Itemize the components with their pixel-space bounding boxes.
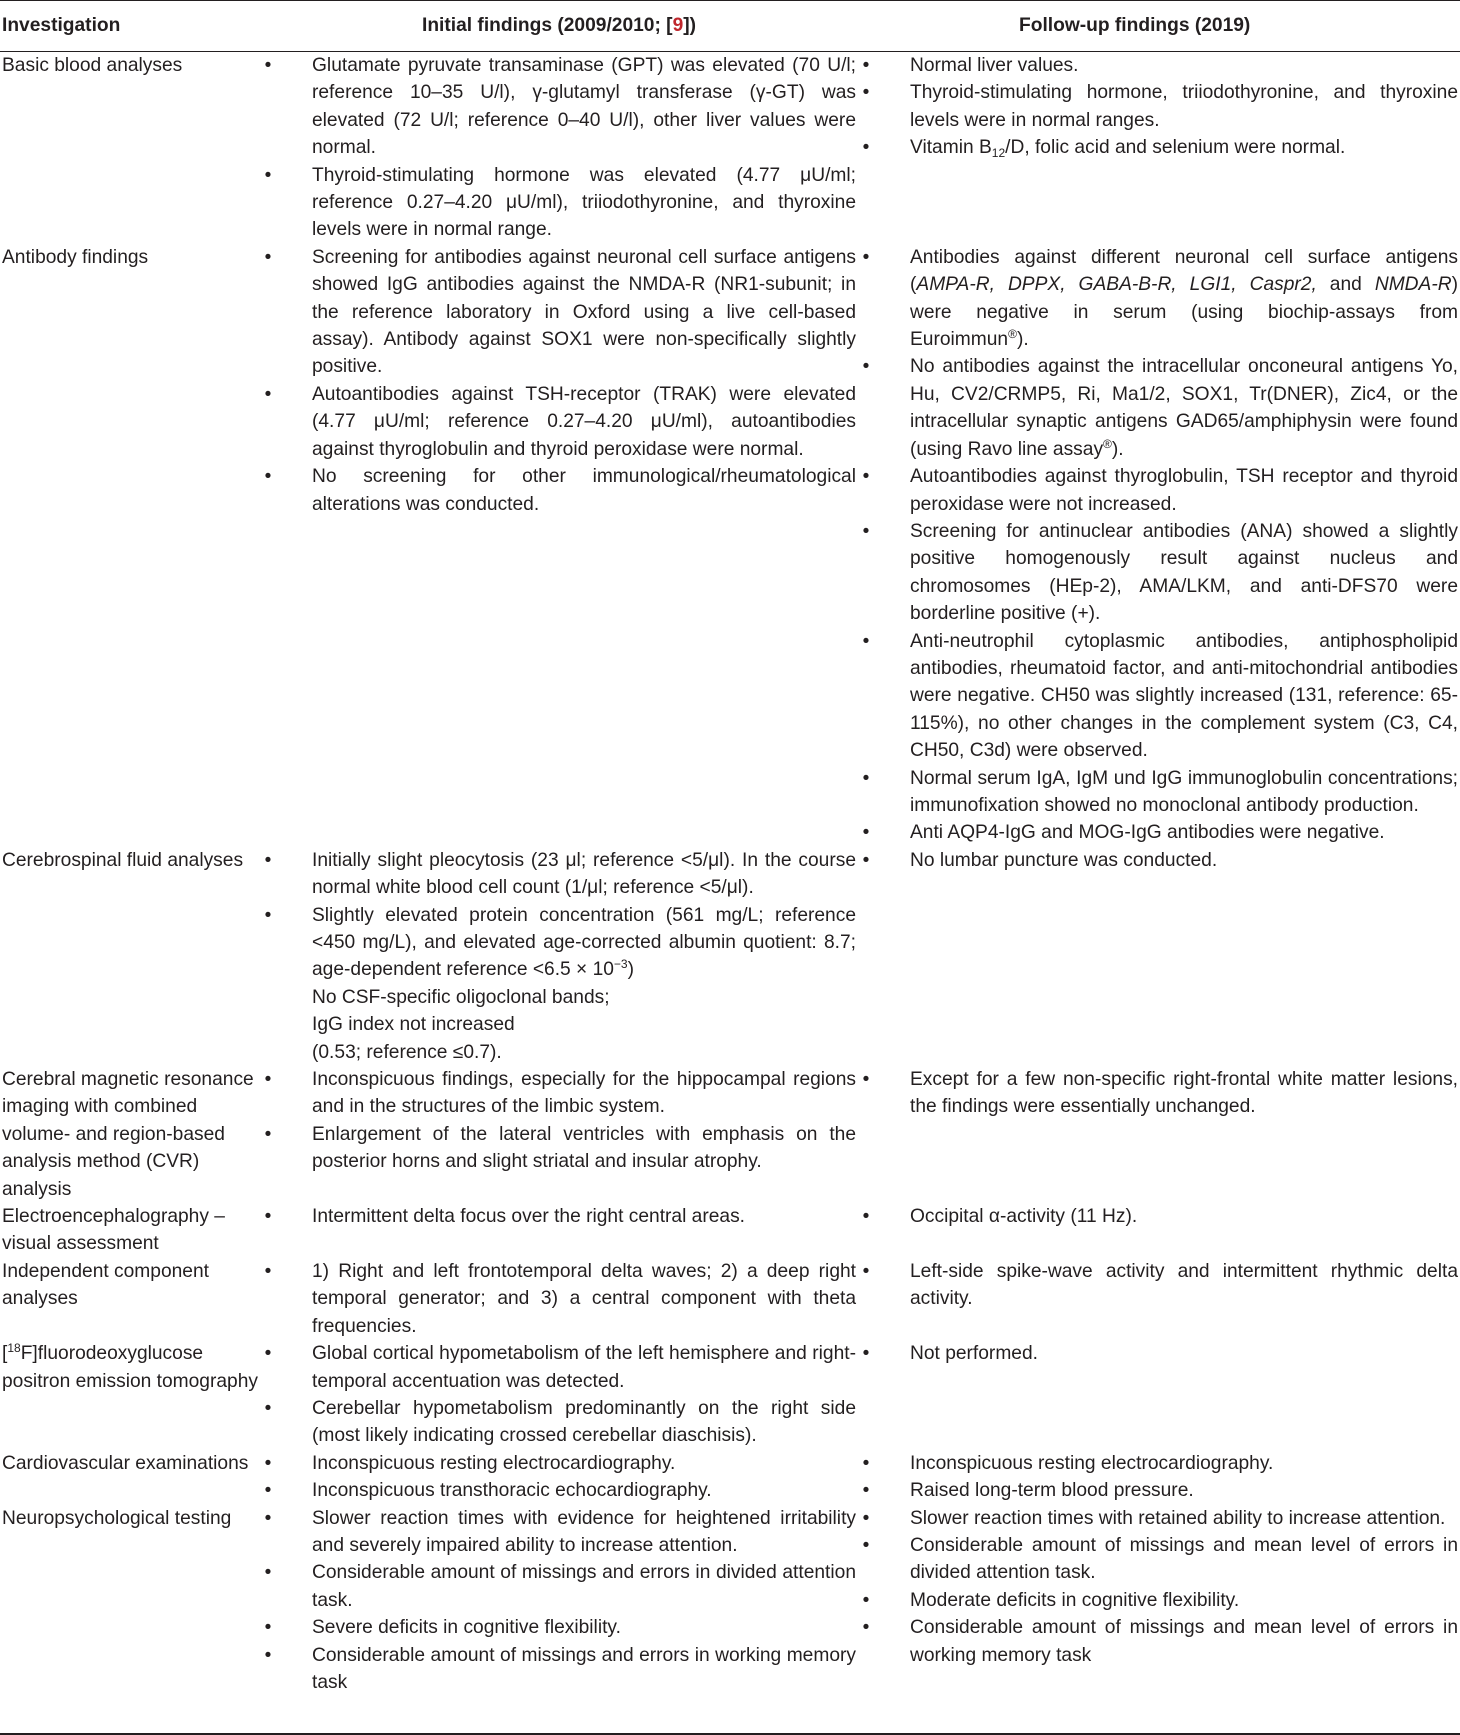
followup-findings-cell: [856, 1203, 1458, 1230]
table-bottom-rule: [0, 1733, 1460, 1735]
followup-findings-cell: [856, 52, 1458, 162]
bullet-icon: •: [862, 1480, 870, 1502]
bullet-icon: •: [862, 822, 870, 844]
followup-findings-list: [856, 1340, 1458, 1367]
initial-findings-list: [258, 847, 856, 984]
list-item-text: Global cortical hypometabolism of the left hemisphere and right-temporal accentuation was detected.: [312, 1343, 856, 1392]
investigation-cell: Cerebral magnetic resonance imaging with combined volume- and region-based analysis method (CVR) analysis: [2, 1069, 254, 1200]
header-initial-suffix: ]): [683, 15, 697, 36]
bullet-icon: •: [264, 1452, 272, 1474]
bullet-icon: •: [862, 1617, 870, 1639]
table-body: [0, 52, 1460, 1696]
initial-findings-note: IgG index not increased: [312, 1014, 515, 1036]
followup-findings-list: [856, 847, 1458, 874]
list-item: [258, 1066, 856, 1121]
bullet-icon: •: [264, 246, 272, 268]
list-item-text: Thyroid-stimulating hormone was elevated (4.77 μU/ml; reference 0.27–4.20 μU/ml), triiodothyronine, and thyroxine levels were in normal range.: [312, 164, 856, 241]
initial-findings-list: [258, 1450, 856, 1505]
followup-findings-list: [856, 1258, 1458, 1313]
list-item-text: No lumbar puncture was conducted.: [910, 849, 1218, 871]
initial-findings-list: [258, 52, 856, 244]
list-item: [856, 518, 1458, 628]
list-item: [856, 463, 1458, 518]
bullet-icon: •: [264, 164, 272, 186]
investigation-cell: Independent component analyses: [2, 1260, 209, 1310]
list-item-text: Screening for antinuclear antibodies (ANA) showed a slightly positive homogenously result against nucleus and chromosomes (HEp-2), AMA/LKM, and anti-DFS70 were borderline positive (+).: [910, 520, 1458, 625]
bullet-icon: •: [264, 383, 272, 405]
list-item: [856, 1587, 1458, 1614]
list-item-text: Anti-neutrophil cytoplasmic antibodies, antiphospholipid antibodies, rheumatoid factor, and anti-mitochondrial antibodies were negative. CH50 was slightly increased (131, reference: 65-115%), no other changes in the complement system (C3, C4, CH50, C3d) were observed.: [910, 630, 1458, 762]
table-header: [0, 0, 1460, 52]
initial-findings-cell: [258, 244, 856, 518]
bullet-icon: •: [862, 1260, 870, 1282]
list-item-text: Not performed.: [910, 1343, 1038, 1365]
initial-findings-cell: [258, 52, 856, 244]
list-item-text: Left-side spike-wave activity and intermittent rhythmic delta activity.: [910, 1260, 1458, 1310]
bullet-icon: •: [264, 1507, 272, 1529]
followup-findings-list: [856, 1505, 1458, 1669]
followup-findings-cell: [856, 1340, 1458, 1367]
list-item: [258, 902, 856, 984]
list-item-text: Considerable amount of missings and mean level of errors in working memory task: [910, 1617, 1458, 1666]
list-item-text: Anti AQP4-IgG and MOG-IgG antibodies were negative.: [910, 822, 1385, 844]
bullet-icon: •: [862, 82, 870, 104]
followup-findings-list: [856, 1203, 1458, 1230]
list-item-text: Inconspicuous findings, especially for the hippocampal regions and in the structures of the limbic system.: [312, 1069, 856, 1118]
bullet-icon: •: [862, 767, 870, 789]
followup-findings-cell: [856, 1258, 1458, 1313]
investigation-cell: Electroencephalography – visual assessment: [2, 1206, 225, 1255]
list-item-text: Severe deficits in cognitive flexibility.: [312, 1617, 621, 1639]
list-item-text: Enlargement of the lateral ventricles with emphasis on the posterior horns and slight striatal and insular atrophy.: [312, 1123, 856, 1173]
table-row: [0, 1450, 1460, 1505]
list-item-text: Normal liver values.: [910, 55, 1079, 76]
bullet-icon: •: [862, 246, 870, 268]
followup-findings-cell: [856, 1066, 1458, 1121]
list-item-text: No screening for other immunological/rheumatological alterations was conducted.: [312, 466, 856, 515]
table-row: [0, 847, 1460, 1066]
list-item: [258, 463, 856, 518]
table-row: [0, 1505, 1460, 1697]
list-item: [856, 1450, 1458, 1477]
bullet-icon: •: [264, 1343, 272, 1365]
list-item: [856, 819, 1458, 846]
bullet-icon: •: [264, 1260, 272, 1282]
list-item: [856, 628, 1458, 765]
followup-findings-list: [856, 244, 1458, 847]
list-item: [856, 847, 1458, 874]
bullet-icon: •: [862, 137, 870, 159]
table-row: [0, 1258, 1460, 1340]
list-item-text: Considerable amount of missings and errors in working memory task: [312, 1644, 856, 1693]
list-item: [258, 1559, 856, 1614]
bullet-icon: •: [862, 1452, 870, 1474]
bullet-icon: •: [862, 849, 870, 871]
investigation-cell: Antibody findings: [2, 246, 149, 268]
bullet-icon: •: [264, 1397, 272, 1419]
bullet-icon: •: [264, 1644, 272, 1666]
reference-link[interactable]: 9: [672, 15, 684, 36]
bullet-icon: •: [264, 1206, 272, 1228]
bullet-icon: •: [862, 1343, 870, 1365]
list-item: [856, 1532, 1458, 1587]
initial-findings-list: [258, 1258, 856, 1340]
bullet-icon: •: [862, 1206, 870, 1228]
bullet-icon: •: [862, 520, 870, 542]
list-item: [856, 52, 1458, 79]
list-item-text: No antibodies against the intracellular onconeural antigens Yo, Hu, CV2/CRMP5, Ri, Ma1/2, SOX1, Tr(DNER), Zic4, or the intracellular synaptic antigens GAD65/amphiphysin were found (using Ravo line assay®).: [910, 356, 1458, 460]
initial-findings-list: [258, 1340, 856, 1450]
list-item: [856, 353, 1458, 463]
list-item-text: Initially slight pleocytosis (23 μl; reference <5/μl). In the course normal white blood cell count (1/μl; reference <5/μl).: [312, 849, 856, 899]
bullet-icon: •: [264, 849, 272, 871]
list-item: [856, 1477, 1458, 1504]
bullet-icon: •: [264, 904, 272, 926]
list-item-text: Slower reaction times with evidence for heightened irritability and severely impaired ability to increase attention.: [312, 1507, 856, 1556]
list-item: [258, 1395, 856, 1450]
list-item: [258, 1450, 856, 1477]
list-item-text: 1) Right and left frontotemporal delta waves; 2) a deep right temporal generator; and 3) a central component with theta frequencies.: [312, 1260, 856, 1337]
table-row: [0, 1203, 1460, 1258]
list-item: [258, 1340, 856, 1395]
list-item: [856, 1505, 1458, 1532]
initial-findings-cell: [258, 1505, 856, 1697]
list-item: [258, 1477, 856, 1504]
bullet-icon: •: [264, 55, 272, 76]
initial-findings-cell: [258, 1258, 856, 1340]
list-item: [258, 1642, 856, 1697]
followup-findings-list: [856, 1450, 1458, 1505]
initial-findings-cell: [258, 847, 856, 1066]
bullet-icon: •: [264, 1069, 272, 1091]
list-item: [258, 52, 856, 162]
header-investigation: Investigation: [2, 15, 121, 36]
bullet-icon: •: [862, 356, 870, 378]
initial-findings-list: [258, 244, 856, 518]
list-item: [856, 244, 1458, 354]
table-row: [0, 1340, 1460, 1450]
list-item-text: Inconspicuous resting electrocardiography.: [312, 1452, 676, 1474]
list-item-text: Cerebellar hypometabolism predominantly on the right side (most likely indicating crossed cerebellar diaschisis).: [312, 1397, 856, 1447]
table-row: [0, 244, 1460, 847]
initial-findings-cell: [258, 1203, 856, 1230]
bullet-icon: •: [264, 466, 272, 488]
table-row: [0, 52, 1460, 244]
investigation-cell: Cardiovascular examinations: [2, 1452, 249, 1474]
list-item: [856, 1258, 1458, 1313]
initial-findings-list: [258, 1203, 856, 1230]
list-item-text: Considerable amount of missings and errors in divided attention task.: [312, 1562, 856, 1611]
bullet-icon: •: [264, 1480, 272, 1502]
list-item-text: Moderate deficits in cognitive flexibility.: [910, 1589, 1240, 1611]
initial-findings-note: (0.53; reference ≤0.7).: [312, 1041, 502, 1063]
bullet-icon: •: [264, 1617, 272, 1639]
followup-findings-list: [856, 1066, 1458, 1121]
list-item: [856, 1066, 1458, 1121]
bullet-icon: •: [862, 630, 870, 652]
list-item-text: Considerable amount of missings and mean level of errors in divided attention task.: [910, 1534, 1458, 1584]
list-item-text: Antibodies against different neuronal cell surface antigens (AMPA-R, DPPX, GABA-B-R, LGI1, Caspr2, and NMDA-R) were negative in serum (using biochip-assays from Euroimmun®).: [910, 246, 1458, 351]
list-item: [856, 79, 1458, 134]
list-item-text: Except for a few non-specific right-frontal white matter lesions, the findings were essentially unchanged.: [910, 1069, 1458, 1118]
list-item: [258, 847, 856, 902]
list-item: [258, 1203, 856, 1230]
initial-findings-cell: [258, 1066, 856, 1176]
list-item-text: Autoantibodies against thyroglobulin, TSH receptor and thyroid peroxidase were not increased.: [910, 466, 1458, 515]
followup-findings-list: [856, 52, 1458, 162]
list-item: [856, 1614, 1458, 1669]
bullet-icon: •: [862, 55, 870, 76]
list-item-text: Inconspicuous transthoracic echocardiography.: [312, 1480, 712, 1502]
investigation-cell: Cerebrospinal fluid analyses: [2, 849, 244, 871]
list-item: [856, 1340, 1458, 1367]
header-initial-findings: [422, 12, 696, 39]
list-item-text: Raised long-term blood pressure.: [910, 1480, 1194, 1502]
bullet-icon: •: [264, 1562, 272, 1584]
list-item-text: Slightly elevated protein concentration (561 mg/L; reference <450 mg/L), and elevated age-corrected albumin quotient: 8.7; age-dependent reference $<6.5 \times 10^{-3}$): [312, 904, 856, 981]
followup-findings-cell: [856, 1505, 1458, 1669]
list-item-text: Slower reaction times with retained ability to increase attention.: [910, 1507, 1446, 1529]
initial-findings-cell: [258, 1450, 856, 1505]
list-item: [258, 1505, 856, 1560]
list-item-text: Autoantibodies against TSH-receptor (TRAK) were elevated (4.77 μU/ml; reference 0.27–4.20 μU/ml), autoantibodies against thyroglobulin and thyroid peroxidase were normal.: [312, 383, 856, 460]
bullet-icon: •: [862, 466, 870, 488]
list-item: [258, 381, 856, 463]
initial-findings-note: No CSF-specific oligoclonal bands;: [312, 986, 610, 1008]
list-item: [856, 1203, 1458, 1230]
bullet-icon: •: [862, 1589, 870, 1611]
bullet-icon: •: [862, 1534, 870, 1556]
investigation-cell: [$^{18}$F]fluorodeoxyglucose positron emission tomography: [2, 1341, 258, 1392]
header-initial-prefix: Initial findings (2009/2010; [: [422, 15, 673, 36]
initial-findings-list: [258, 1066, 856, 1176]
list-item: [258, 162, 856, 244]
list-item-text: Normal serum IgA, IgM und IgG immunoglobulin concentrations; immunofixation showed no monoclonal antibody production.: [910, 767, 1458, 816]
investigation-cell: Neuropsychological testing: [2, 1507, 232, 1529]
list-item-text: Thyroid-stimulating hormone, triiodothyronine, and thyroxine levels were in normal ranges.: [910, 82, 1458, 131]
followup-findings-cell: [856, 244, 1458, 847]
list-item-text: Screening for antibodies against neuronal cell surface antigens showed IgG antibodies against the NMDA-R (NR1-subunit; in the reference laboratory in Oxford using a live cell-based assay). Antibody against SOX1 were non-specifically slightly positive.: [312, 246, 856, 378]
initial-findings-list: [258, 1505, 856, 1697]
list-item-text: Occipital α-activity (11 Hz).: [910, 1206, 1138, 1228]
followup-findings-cell: [856, 847, 1458, 874]
list-item-text: Glutamate pyruvate transaminase (GPT) was elevated (70 U/l; reference 10–35 U/l), γ-glutamyl transferase (γ-GT) was elevated (72 U/l; reference 0–40 U/l), other liver values were normal.: [312, 55, 856, 159]
list-item: [856, 134, 1458, 161]
table-row: [0, 1066, 1460, 1203]
bullet-icon: •: [862, 1507, 870, 1529]
list-item: [258, 1121, 856, 1176]
bullet-icon: •: [264, 1123, 272, 1145]
header-followup-findings: Follow-up findings (2019): [1019, 15, 1251, 36]
list-item: [258, 1258, 856, 1340]
investigation-cell: Basic blood analyses: [2, 55, 183, 76]
initial-findings-cell: [258, 1340, 856, 1450]
list-item: [258, 1614, 856, 1641]
list-item-text: Vitamin $B_{12}/D$, folic acid and selenium were normal.: [910, 137, 1346, 161]
followup-findings-cell: [856, 1450, 1458, 1505]
list-item: [258, 244, 856, 381]
list-item-text: Inconspicuous resting electrocardiography.: [910, 1452, 1274, 1474]
bullet-icon: •: [862, 1069, 870, 1091]
list-item: [856, 765, 1458, 820]
list-item-text: Intermittent delta focus over the right central areas.: [312, 1206, 746, 1228]
